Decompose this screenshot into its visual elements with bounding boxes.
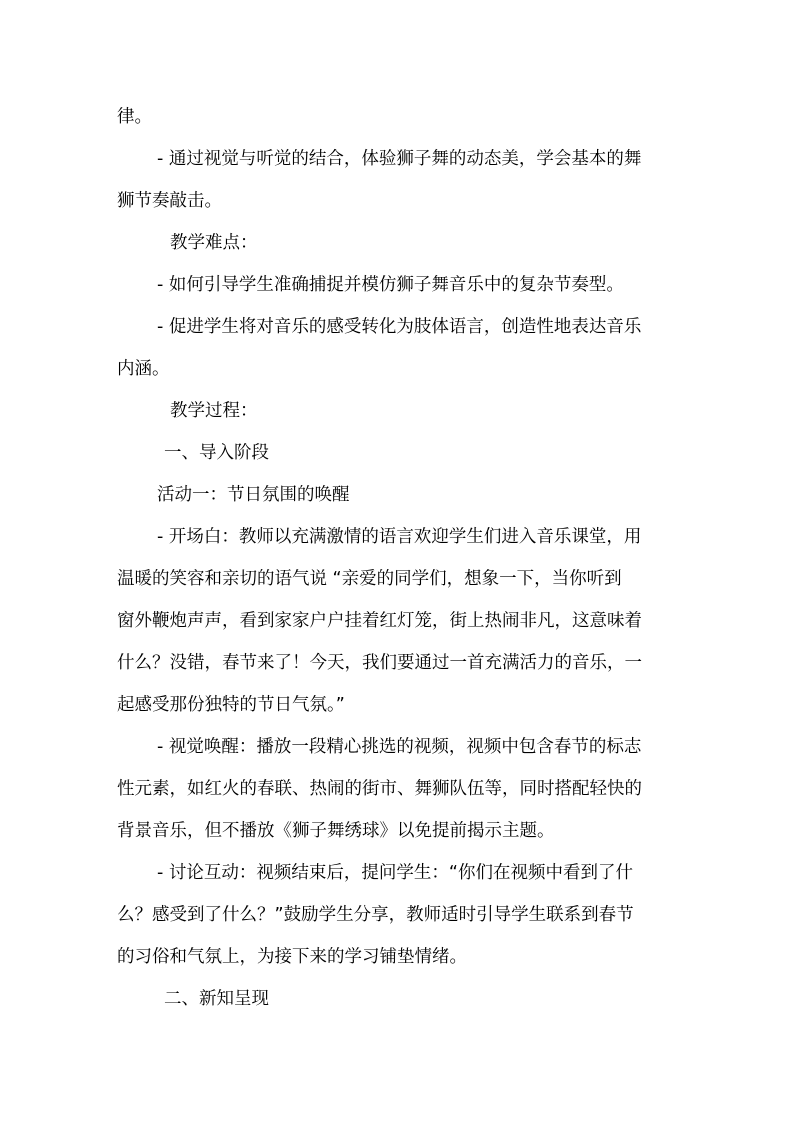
text-line: 性元素，如红火的春联、热闹的街市、舞狮队伍等，同时搭配轻快的 [117,779,642,799]
bullet-line: - 讨论互动：视频结束后，提问学生：“你们在视频中看到了什 [157,863,633,883]
text-line: 的习俗和气氛上，为接下来的学习铺垫情绪。 [117,947,467,967]
text-line: 律。 [117,107,152,127]
text-line: 狮节奏敲击。 [117,191,222,211]
bullet-line: - 促进学生将对音乐的感受转化为肢体语言，创造性地表达音乐 [157,317,642,337]
bullet-line: - 通过视觉与听觉的结合，体验狮子舞的动态美，学会基本的舞 [157,149,642,169]
text-line: 内涵。 [117,359,170,379]
bullet-line: - 开场白：教师以充满激情的语言欢迎学生们进入音乐课堂，用 [157,527,642,547]
text-line: 背景音乐，但不播放《狮子舞绣球》以免提前揭示主题。 [117,821,555,841]
text-line: 什么？没错，春节来了！今天，我们要通过一首充满活力的音乐，一 [117,653,642,673]
section-heading-teaching-difficulties: 教学难点： [170,233,258,253]
bullet-line: - 视觉唤醒：播放一段精心挑选的视频，视频中包含春节的标志 [157,737,642,757]
text-line: 么？感受到了什么？”鼓励学生分享，教师适时引导学生联系到春节 [117,905,634,925]
subsection-heading-intro: 一、导入阶段 [164,443,269,463]
text-line: 起感受那份独特的节日气氛。” [117,695,345,715]
text-line: 温暖的笑容和亲切的语气说 “亲爱的同学们，想象一下，当你听到 [117,569,622,589]
subsection-heading-new-knowledge: 二、新知呈现 [164,989,269,1009]
activity-heading: 活动一：节日氛围的唤醒 [157,485,350,505]
text-line: 窗外鞭炮声声，看到家家户户挂着红灯笼，街上热闹非凡，这意味着 [117,611,642,631]
section-heading-teaching-process: 教学过程： [170,401,258,421]
bullet-line: - 如何引导学生准确捕捉并模仿狮子舞音乐中的复杂节奏型。 [157,275,624,295]
